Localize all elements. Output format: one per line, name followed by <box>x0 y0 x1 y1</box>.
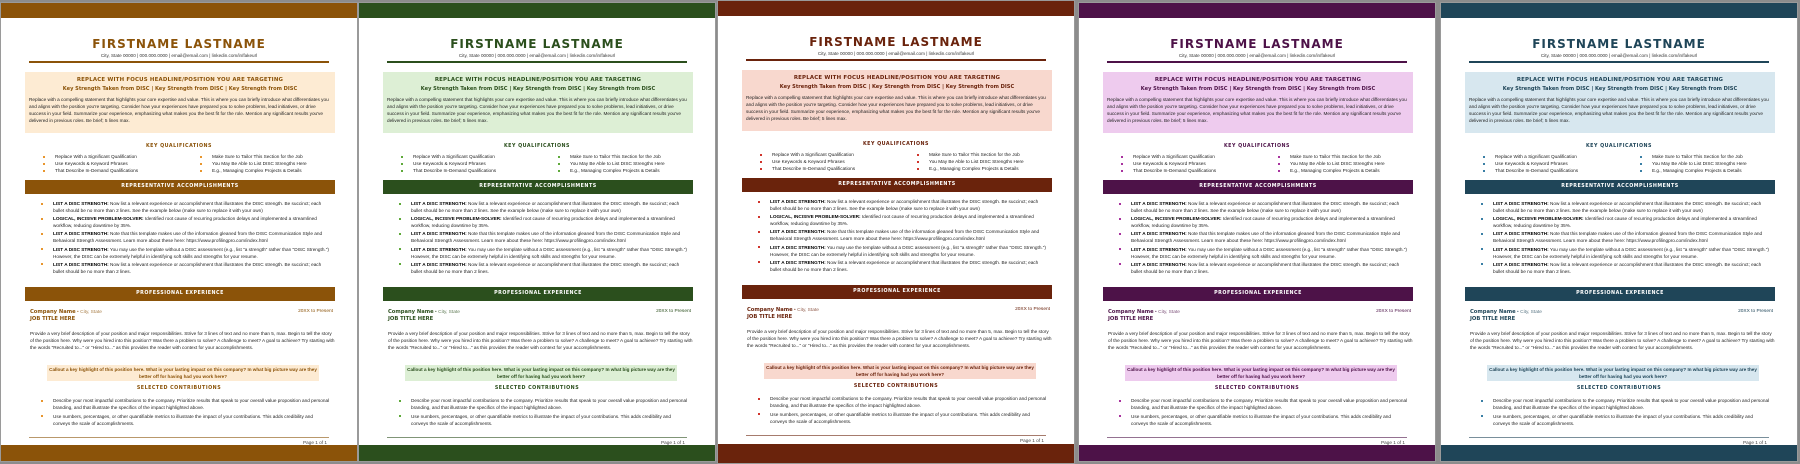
accomplishment-text: Identified root cause of recurring production delays and implemented a streamlined workflow, reducing downtime by 35%. <box>1131 216 1395 229</box>
accomplishment-text: Note that this template makes use of the information gleaned from the DISC Communication Style and Behavioral Strength Assessment. Learn more about these here: https://www.profilingpro.com/index.html <box>1493 231 1763 244</box>
accomplishment-lead: LIST A DISC STRENGTH: <box>770 229 826 235</box>
accomplishment-lead: LIST A DISC STRENGTH: <box>53 246 109 252</box>
qualifications-list <box>760 151 1054 172</box>
footer-color-bar <box>1079 445 1435 461</box>
candidate-name: FIRSTNAME LASTNAME <box>92 37 266 51</box>
page-number: Page 1 of 1 <box>661 440 685 445</box>
accomplishment-lead: LIST A DISC STRENGTH: <box>411 246 467 252</box>
company-name: Company Name <box>388 309 434 315</box>
accomplishment-item <box>1481 200 1773 214</box>
resume-page-green[interactable] <box>358 2 716 462</box>
job-title: JOB TITLE HERE <box>388 316 434 322</box>
accomplishment-text: Identified root cause of recurring production delays and implemented a streamlined workflow, reducing downtime by 35%. <box>53 216 317 229</box>
qualification-item: Replace With a Significant Qualification <box>1483 153 1620 160</box>
callout-box: Callout a key highlight of this position here. What is your lasting impact on this company? In what big picture way are they better off for having had you work here? <box>405 365 677 381</box>
contributions-list <box>758 395 1048 426</box>
accomplishments-list <box>399 200 691 276</box>
contribution-item: Describe your most impactful contributions to the company. Prioritize results that speak to your overall value proposition and personal branding, and that illustrate the specifics of the impact highlighted above. <box>41 397 331 411</box>
accomplishment-item <box>399 200 691 214</box>
qualifications-list <box>43 153 337 174</box>
accomplishment-text: Note that this template makes use of the information gleaned from the DISC Communication Style and Behavioral Strength Assessment. Learn more about these here: https://www.profilingpro.com/index.html <box>411 231 681 244</box>
accomplishment-lead: LOGICAL, INCISIVE PROBLEM-SOLVER: <box>411 216 502 222</box>
accomplishment-text: Identified root cause of recurring production delays and implemented a streamlined workflow, reducing downtime by 35%. <box>770 214 1034 227</box>
qualification-item: Use Keywords & Keyword Phrases <box>1483 160 1620 167</box>
separator-dot: • <box>1517 310 1519 315</box>
candidate-name: FIRSTNAME LASTNAME <box>1532 37 1706 51</box>
accomplishment-text: Now list a relevant experience or accomplishment that illustrates the DISC strength. Be succinct; each bullet should be no more than 2 lines. See the example below (make sure to replace it with your own) <box>1131 201 1400 213</box>
experience-header: PROFESSIONAL EXPERIENCE <box>742 285 1052 299</box>
key-strengths: Key Strength Taken from DISC | Key Strength from DISC | Key Strength from DISC <box>779 84 1015 90</box>
accomplishment-lead: LIST A DISC STRENGTH: <box>1493 231 1549 237</box>
company-location: City, State <box>80 310 102 315</box>
accomplishments-list <box>41 200 333 276</box>
job-dates: 20XX to Present <box>1738 309 1773 314</box>
candidate-name: FIRSTNAME LASTNAME <box>809 35 983 49</box>
separator-dot: • <box>77 310 79 315</box>
accomplishments-header: REPRESENTATIVE ACCOMPLISHMENTS <box>1103 180 1413 194</box>
selected-contributions-title: SELECTED CONTRIBUTIONS <box>136 386 222 391</box>
header-color-bar <box>1 3 357 18</box>
footer-color-bar <box>718 444 1074 463</box>
contribution-item: Describe your most impactful contributions to the company. Prioritize results that speak to your overall value proposition and personal branding, and that illustrate the specifics of the impact highlighted above. <box>1119 397 1409 411</box>
key-qualifications-title: KEY QUALIFICATIONS <box>503 144 571 149</box>
experience-header: PROFESSIONAL EXPERIENCE <box>383 287 693 301</box>
job-heading <box>30 309 333 322</box>
job-title: JOB TITLE HERE <box>747 314 793 320</box>
header-color-bar <box>1441 3 1797 18</box>
resume-page-brown[interactable] <box>0 2 358 462</box>
company-name: Company Name <box>1108 309 1154 315</box>
company-location: City, State <box>1158 310 1180 315</box>
selected-contributions-title: SELECTED CONTRIBUTIONS <box>853 384 939 389</box>
accomplishment-item <box>41 215 333 229</box>
qualification-item: E.g., Managing Complex Projects & Details <box>200 167 337 174</box>
accomplishment-text: You may use the template without a DISC assessment (e.g., list "a strength" rather than "DISC Strength.") However, the DISC can be extremely helpful in identifying soft skills and strengths for your resume. <box>1493 246 1769 259</box>
qualification-item: E.g., Managing Complex Projects & Details <box>917 165 1054 172</box>
summary-box <box>25 72 335 133</box>
summary-text: Replace with a compelling statement that highlights your core expertise and value. This is where you can briefly introduce what differentiates you and aligns with the position you're targeting. Consider how your experiences have prepared you to solve problems, lead initiatives, or drive success in your field. Summarize your experience, emphasizing what makes you the best fit for the role. Mention any significant results you've delivered in previous roles. Be brief; 5 lines max. <box>1469 97 1769 123</box>
job-dates: 20XX to Present <box>298 309 333 314</box>
accomplishment-item <box>758 213 1050 227</box>
accomplishment-item <box>1481 230 1773 244</box>
accomplishment-text: Now list a relevant experience or accomplishment that illustrates the DISC strength. Be succinct; each bullet should be no more than 2 lines. See the example below (make sure to replace it with your own) <box>411 201 680 213</box>
company-location: City, State <box>1520 310 1542 315</box>
job-dates: 20XX to Present <box>656 309 691 314</box>
qualification-item: Make Sure to Tailor This Section for the Job <box>1640 153 1777 160</box>
header-color-bar <box>1079 3 1435 18</box>
key-qualifications-title: KEY QUALIFICATIONS <box>145 144 213 149</box>
focus-headline: REPLACE WITH FOCUS HEADLINE/POSITION YOU ARE TARGETING <box>793 75 1001 81</box>
contributions-list <box>399 397 689 428</box>
experience-header: PROFESSIONAL EXPERIENCE <box>25 287 335 301</box>
qualification-item: Make Sure to Tailor This Section for the Job <box>558 153 695 160</box>
header-color-bar <box>718 1 1074 16</box>
qualification-item: Use Keywords & Keyword Phrases <box>401 160 538 167</box>
accomplishments-list <box>1119 200 1411 276</box>
key-strengths: Key Strength Taken from DISC | Key Strength from DISC | Key Strength from DISC <box>62 86 298 92</box>
qualification-item: That Describe In-Demand Qualifications <box>1121 167 1258 174</box>
separator-dot: • <box>794 308 796 313</box>
job-description: Provide a very brief description of your position and major responsibilities. Strive for 3 lines of text and no more than 5, max. Begin to tell the story of the position here. Why were you hired into this position? Was there a problem to solve? A challenge to meet? A goal to achieve? Try starting with the words "Recruited to..." or "Hired to..." as this provides the reader with context for your accomplishments. <box>747 329 1052 348</box>
callout-box: Callout a key highlight of this position here. What is your lasting impact on this company? In what big picture way are they better off for having had you work here? <box>1487 365 1759 381</box>
contribution-item: Describe your most impactful contributions to the company. Prioritize results that speak to your overall value proposition and personal branding, and that illustrate the specifics of the impact highlighted above. <box>399 397 689 411</box>
experience-header: PROFESSIONAL EXPERIENCE <box>1465 287 1775 301</box>
accomplishment-item <box>1481 246 1773 260</box>
accomplishment-text: Note that this template makes use of the information gleaned from the DISC Communication Style and Behavioral Strength Assessment. Learn more about these here: https://www.profilingpro.com/index.html <box>770 229 1040 242</box>
key-qualifications-title: KEY QUALIFICATIONS <box>862 142 930 147</box>
contributions-list <box>1119 397 1409 428</box>
accomplishment-lead: LIST A DISC STRENGTH: <box>1131 261 1187 267</box>
accomplishment-item <box>399 230 691 244</box>
resume-page-teal[interactable] <box>1440 2 1798 462</box>
accomplishment-lead: LIST A DISC STRENGTH: <box>1493 261 1549 267</box>
contribution-item: Describe your most impactful contributions to the company. Prioritize results that speak to your overall value proposition and personal branding, and that illustrate the specifics of the impact highlighted above. <box>1481 397 1771 411</box>
accomplishment-text: Identified root cause of recurring production delays and implemented a streamlined workflow, reducing downtime by 35%. <box>1493 216 1757 229</box>
qualification-item: E.g., Managing Complex Projects & Details <box>1278 167 1415 174</box>
accomplishment-text: You may use the template without a DISC assessment (e.g., list "a strength" rather than "DISC Strength.") However, the DISC can be extremely helpful in identifying soft skills and strengths for your resume. <box>53 246 329 259</box>
qualification-item: You May Be Able to List DISC Strengths Here <box>200 160 337 167</box>
accomplishment-item <box>399 246 691 260</box>
contribution-item: Use numbers, percentages, or other quantifiable metrics to illustrate the impact of your contributions. This adds credibility and conveys the scale of accomplishments. <box>1119 413 1409 427</box>
accomplishment-text: You may use the template without a DISC assessment (e.g., list "a strength" rather than "DISC Strength.") However, the DISC can be extremely helpful in identifying soft skills and strengths for your resume. <box>411 246 687 259</box>
accomplishment-lead: LIST A DISC STRENGTH: <box>53 201 109 206</box>
job-description: Provide a very brief description of your position and major responsibilities. Strive for 3 lines of text and no more than 5, max. Begin to tell the story of the position here. Why were you hired into this position? Was there a problem to solve? A challenge to meet? A goal to achieve? Try starting with the words "Recruited to..." or "Hired to..." as this provides the reader with context for your accomplishments. <box>1108 331 1413 350</box>
accomplishment-item <box>1119 215 1411 229</box>
separator-dot: • <box>1155 310 1157 315</box>
footer-divider <box>1469 437 1769 438</box>
header-divider <box>746 59 1046 61</box>
selected-contributions-title: SELECTED CONTRIBUTIONS <box>494 386 580 391</box>
company-name: Company Name <box>1470 309 1516 315</box>
accomplishment-text: Note that this template makes use of the information gleaned from the DISC Communication Style and Behavioral Strength Assessment. Learn more about these here: https://www.profilingpro.com/index.html <box>53 231 323 244</box>
accomplishment-lead: LOGICAL, INCISIVE PROBLEM-SOLVER: <box>770 214 861 220</box>
accomplishment-text: Now list a relevant experience or accomplishment that illustrates the DISC strength. Be succinct; each bullet should be no more than 2 lines. <box>53 261 322 274</box>
job-description: Provide a very brief description of your position and major responsibilities. Strive for 3 lines of text and no more than 5, max. Begin to tell the story of the position here. Why were you hired into this position? Was there a problem to solve? A challenge to meet? A goal to achieve? Try starting with the words "Recruited to..." or "Hired to..." as this provides the reader with context for your accomplishments. <box>388 331 693 350</box>
accomplishment-item <box>41 200 333 214</box>
qualification-item: You May Be Able to List DISC Strengths Here <box>1640 160 1777 167</box>
contact-line: City, State 00000 | 000.000.0000 | email@email.com | linkedin.com/in/fakeurl <box>1178 53 1336 58</box>
accomplishment-text: Identified root cause of recurring production delays and implemented a streamlined workflow, reducing downtime by 35%. <box>411 216 675 229</box>
accomplishment-item <box>758 244 1050 258</box>
accomplishment-item <box>1119 230 1411 244</box>
accomplishment-text: You may use the template without a DISC assessment (e.g., list "a strength" rather than "DISC Strength.") However, the DISC can be extremely helpful in identifying soft skills and strengths for your resume. <box>1131 246 1407 259</box>
summary-text: Replace with a compelling statement that highlights your core expertise and value. This is where you can briefly introduce what differentiates you and aligns with the position you're targeting. Consider how your experiences have prepared you to solve problems, lead initiatives, or drive success in your field. Summarize your experience, emphasizing what makes you the best fit for the role. Mention any significant results you've delivered in previous roles. Be brief; 5 lines max. <box>29 97 329 123</box>
job-dates: 20XX to Present <box>1015 307 1050 312</box>
accomplishment-text: Now list a relevant experience or accomplishment that illustrates the DISC strength. Be succinct; each bullet should be no more than 2 lines. <box>1493 261 1762 274</box>
footer-divider <box>1107 437 1407 438</box>
accomplishment-text: Note that this template makes use of the information gleaned from the DISC Communication Style and Behavioral Strength Assessment. Learn more about these here: https://www.profilingpro.com/index.html <box>1131 231 1401 244</box>
qualification-item: You May Be Able to List DISC Strengths Here <box>558 160 695 167</box>
qualifications-list <box>1483 153 1777 174</box>
contribution-item: Use numbers, percentages, or other quantifiable metrics to illustrate the impact of your contributions. This adds credibility and conveys the scale of accomplishments. <box>758 411 1048 425</box>
accomplishment-item <box>399 215 691 229</box>
contact-line: City, State 00000 | 000.000.0000 | email@email.com | linkedin.com/in/fakeurl <box>458 53 616 58</box>
summary-text: Replace with a compelling statement that highlights your core expertise and value. This is where you can briefly introduce what differentiates you and aligns with the position you're targeting. Consider how your experiences have prepared you to solve problems, lead initiatives, or drive success in your field. Summarize your experience, emphasizing what makes you the best fit for the role. Mention any significant results you've delivered in previous roles. Be brief; 5 lines max. <box>1107 97 1407 123</box>
accomplishment-item <box>1481 215 1773 229</box>
accomplishment-item <box>41 246 333 260</box>
focus-headline: REPLACE WITH FOCUS HEADLINE/POSITION YOU ARE TARGETING <box>434 77 642 83</box>
qualification-item: Make Sure to Tailor This Section for the Job <box>917 151 1054 158</box>
accomplishment-text: You may use the template without a DISC assessment (e.g., list "a strength" rather than "DISC Strength.") However, the DISC can be extremely helpful in identifying soft skills and strengths for your resume. <box>770 244 1046 257</box>
job-heading <box>747 307 1050 320</box>
resume-page-purple[interactable] <box>1078 2 1436 462</box>
accomplishments-header: REPRESENTATIVE ACCOMPLISHMENTS <box>383 180 693 194</box>
footer-color-bar <box>1 445 357 461</box>
summary-box <box>1103 72 1413 133</box>
qualification-item: Replace With a Significant Qualification <box>760 151 897 158</box>
accomplishment-item <box>1119 261 1411 275</box>
qualification-item: E.g., Managing Complex Projects & Details <box>1640 167 1777 174</box>
summary-box <box>742 70 1052 131</box>
header-color-bar <box>359 3 715 18</box>
focus-headline: REPLACE WITH FOCUS HEADLINE/POSITION YOU ARE TARGETING <box>76 77 284 83</box>
accomplishments-header: REPRESENTATIVE ACCOMPLISHMENTS <box>1465 180 1775 194</box>
qualification-item: Make Sure to Tailor This Section for the Job <box>1278 153 1415 160</box>
header-divider <box>1107 61 1407 63</box>
job-title: JOB TITLE HERE <box>30 316 76 322</box>
footer-divider <box>29 437 329 438</box>
qualification-item: Use Keywords & Keyword Phrases <box>760 158 897 165</box>
job-heading <box>1108 309 1411 322</box>
key-qualifications-title: KEY QUALIFICATIONS <box>1223 144 1291 149</box>
selected-contributions-title: SELECTED CONTRIBUTIONS <box>1214 386 1300 391</box>
company-location: City, State <box>438 310 460 315</box>
footer-divider <box>746 435 1046 436</box>
accomplishment-item <box>41 261 333 275</box>
candidate-name: FIRSTNAME LASTNAME <box>450 37 624 51</box>
qualification-item: Use Keywords & Keyword Phrases <box>1121 160 1258 167</box>
company-name: Company Name <box>747 307 793 313</box>
accomplishment-item <box>1119 200 1411 214</box>
accomplishment-lead: LIST A DISC STRENGTH: <box>411 261 467 267</box>
accomplishment-item <box>758 198 1050 212</box>
contact-line: City, State 00000 | 000.000.0000 | email@email.com | linkedin.com/in/fakeurl <box>817 51 975 56</box>
contribution-item: Use numbers, percentages, or other quantifiable metrics to illustrate the impact of your contributions. This adds credibility and conveys the scale of accomplishments. <box>1481 413 1771 427</box>
accomplishment-lead: LIST A DISC STRENGTH: <box>411 201 467 206</box>
qualifications-list <box>1121 153 1415 174</box>
accomplishment-text: Now list a relevant experience or accomplishment that illustrates the DISC strength. Be succinct; each bullet should be no more than 2 lines. See the example below (make sure to replace it with your own) <box>1493 201 1762 213</box>
qualification-item: That Describe In-Demand Qualifications <box>1483 167 1620 174</box>
accomplishment-text: Now list a relevant experience or accomplishment that illustrates the DISC strength. Be succinct; each bullet should be no more than 2 lines. See the example below (make sure to replace it with your own) <box>770 199 1039 211</box>
job-heading <box>388 309 691 322</box>
experience-header: PROFESSIONAL EXPERIENCE <box>1103 287 1413 301</box>
accomplishment-lead: LIST A DISC STRENGTH: <box>1493 201 1549 206</box>
callout-box: Callout a key highlight of this position here. What is your lasting impact on this company? In what big picture way are they better off for having had you work here? <box>1125 365 1397 381</box>
contact-line: City, State 00000 | 000.000.0000 | email@email.com | linkedin.com/in/fakeurl <box>100 53 258 58</box>
contribution-item: Use numbers, percentages, or other quantifiable metrics to illustrate the impact of your contributions. This adds credibility and conveys the scale of accomplishments. <box>399 413 689 427</box>
accomplishment-item <box>1481 261 1773 275</box>
header-divider <box>1469 61 1769 63</box>
focus-headline: REPLACE WITH FOCUS HEADLINE/POSITION YOU ARE TARGETING <box>1516 77 1724 83</box>
accomplishment-item <box>758 259 1050 273</box>
accomplishment-lead: LIST A DISC STRENGTH: <box>770 259 826 265</box>
accomplishment-lead: LIST A DISC STRENGTH: <box>1131 246 1187 252</box>
contribution-item: Use numbers, percentages, or other quantifiable metrics to illustrate the impact of your contributions. This adds credibility and conveys the scale of accomplishments. <box>41 413 331 427</box>
job-title: JOB TITLE HERE <box>1470 316 1516 322</box>
selected-contributions-title: SELECTED CONTRIBUTIONS <box>1576 386 1662 391</box>
accomplishment-lead: LIST A DISC STRENGTH: <box>1131 201 1187 206</box>
qualification-item: You May Be Able to List DISC Strengths Here <box>917 158 1054 165</box>
accomplishment-item <box>41 230 333 244</box>
qualification-item: Make Sure to Tailor This Section for the Job <box>200 153 337 160</box>
key-strengths: Key Strength Taken from DISC | Key Strength from DISC | Key Strength from DISC <box>1140 86 1376 92</box>
callout-box: Callout a key highlight of this position here. What is your lasting impact on this company? In what big picture way are they better off for having had you work here? <box>764 363 1036 379</box>
contributions-list <box>41 397 331 428</box>
job-dates: 20XX to Present <box>1376 309 1411 314</box>
qualification-item: Replace With a Significant Qualification <box>43 153 180 160</box>
job-description: Provide a very brief description of your position and major responsibilities. Strive for 3 lines of text and no more than 5, max. Begin to tell the story of the position here. Why were you hired into this position? Was there a problem to solve? A challenge to meet? A goal to achieve? Try starting with the words "Recruited to..." or "Hired to..." as this provides the reader with context for your accomplishments. <box>30 331 335 350</box>
qualification-item: Use Keywords & Keyword Phrases <box>43 160 180 167</box>
page-number: Page 1 of 1 <box>1743 440 1767 445</box>
job-heading <box>1470 309 1773 322</box>
page-number: Page 1 of 1 <box>1020 438 1044 443</box>
qualifications-list <box>401 153 695 174</box>
accomplishment-lead: LIST A DISC STRENGTH: <box>53 231 109 237</box>
header-divider <box>387 61 687 63</box>
company-name: Company Name <box>30 309 76 315</box>
accomplishment-lead: LOGICAL, INCISIVE PROBLEM-SOLVER: <box>53 216 144 222</box>
accomplishment-lead: LIST A DISC STRENGTH: <box>770 244 826 250</box>
accomplishment-lead: LOGICAL, INCISIVE PROBLEM-SOLVER: <box>1131 216 1222 222</box>
accomplishment-item <box>1119 246 1411 260</box>
footer-color-bar <box>1441 445 1797 461</box>
resume-page-red[interactable] <box>717 0 1075 464</box>
contribution-item: Describe your most impactful contributions to the company. Prioritize results that speak to your overall value proposition and personal branding, and that illustrate the specifics of the impact highlighted above. <box>758 395 1048 409</box>
company-location: City, State <box>797 308 819 313</box>
qualification-item: Replace With a Significant Qualification <box>1121 153 1258 160</box>
accomplishment-lead: LIST A DISC STRENGTH: <box>1493 246 1549 252</box>
summary-text: Replace with a compelling statement that highlights your core expertise and value. This is where you can briefly introduce what differentiates you and aligns with the position you're targeting. Consider how your experiences have prepared you to solve problems, lead initiatives, or drive success in your field. Summarize your experience, emphasizing what makes you the best fit for the role. Mention any significant results you've delivered in previous roles. Be brief; 5 lines max. <box>746 95 1046 121</box>
job-title: JOB TITLE HERE <box>1108 316 1154 322</box>
callout-box: Callout a key highlight of this position here. What is your lasting impact on this company? In what big picture way are they better off for having had you work here? <box>47 365 319 381</box>
qualification-item: You May Be Able to List DISC Strengths Here <box>1278 160 1415 167</box>
accomplishment-lead: LIST A DISC STRENGTH: <box>1131 231 1187 237</box>
accomplishment-lead: LIST A DISC STRENGTH: <box>770 199 826 204</box>
separator-dot: • <box>435 310 437 315</box>
qualification-item: That Describe In-Demand Qualifications <box>43 167 180 174</box>
summary-text: Replace with a compelling statement that highlights your core expertise and value. This is where you can briefly introduce what differentiates you and aligns with the position you're targeting. Consider how your experiences have prepared you to solve problems, lead initiatives, or drive success in your field. Summarize your experience, emphasizing what makes you the best fit for the role. Mention any significant results you've delivered in previous roles. Be brief; 5 lines max. <box>387 97 687 123</box>
accomplishment-lead: LIST A DISC STRENGTH: <box>411 231 467 237</box>
page-number: Page 1 of 1 <box>1381 440 1405 445</box>
qualification-item: Replace With a Significant Qualification <box>401 153 538 160</box>
qualification-item: E.g., Managing Complex Projects & Details <box>558 167 695 174</box>
accomplishment-text: Now list a relevant experience or accomplishment that illustrates the DISC strength. Be succinct; each bullet should be no more than 2 lines. <box>1131 261 1400 274</box>
key-strengths: Key Strength Taken from DISC | Key Strength from DISC | Key Strength from DISC <box>1502 86 1738 92</box>
accomplishment-item <box>758 228 1050 242</box>
footer-color-bar <box>359 445 715 461</box>
accomplishments-list <box>758 198 1050 274</box>
header-divider <box>29 61 329 63</box>
qualification-item: That Describe In-Demand Qualifications <box>401 167 538 174</box>
accomplishments-list <box>1481 200 1773 276</box>
accomplishment-lead: LIST A DISC STRENGTH: <box>53 261 109 267</box>
accomplishment-text: Now list a relevant experience or accomplishment that illustrates the DISC strength. Be succinct; each bullet should be no more than 2 lines. <box>411 261 680 274</box>
accomplishment-text: Now list a relevant experience or accomplishment that illustrates the DISC strength. Be succinct; each bullet should be no more than 2 lines. See the example below (make sure to replace it with your own) <box>53 201 322 213</box>
key-strengths: Key Strength Taken from DISC | Key Strength from DISC | Key Strength from DISC <box>420 86 656 92</box>
key-qualifications-title: KEY QUALIFICATIONS <box>1585 144 1653 149</box>
contributions-list <box>1481 397 1771 428</box>
accomplishments-header: REPRESENTATIVE ACCOMPLISHMENTS <box>25 180 335 194</box>
accomplishment-lead: LOGICAL, INCISIVE PROBLEM-SOLVER: <box>1493 216 1584 222</box>
focus-headline: REPLACE WITH FOCUS HEADLINE/POSITION YOU ARE TARGETING <box>1154 77 1362 83</box>
footer-divider <box>387 437 687 438</box>
accomplishment-text: Now list a relevant experience or accomplishment that illustrates the DISC strength. Be succinct; each bullet should be no more than 2 lines. <box>770 259 1039 272</box>
contact-line: City, State 00000 | 000.000.0000 | email@email.com | linkedin.com/in/fakeurl <box>1540 53 1698 58</box>
job-description: Provide a very brief description of your position and major responsibilities. Strive for 3 lines of text and no more than 5, max. Begin to tell the story of the position here. Why were you hired into this position? Was there a problem to solve? A challenge to meet? A goal to achieve? Try starting with the words "Recruited to..." or "Hired to..." as this provides the reader with context for your accomplishments. <box>1470 331 1775 350</box>
summary-box <box>383 72 693 133</box>
candidate-name: FIRSTNAME LASTNAME <box>1170 37 1344 51</box>
qualification-item: That Describe In-Demand Qualifications <box>760 165 897 172</box>
accomplishments-header: REPRESENTATIVE ACCOMPLISHMENTS <box>742 178 1052 192</box>
accomplishment-item <box>399 261 691 275</box>
page-number: Page 1 of 1 <box>303 440 327 445</box>
summary-box <box>1465 72 1775 133</box>
